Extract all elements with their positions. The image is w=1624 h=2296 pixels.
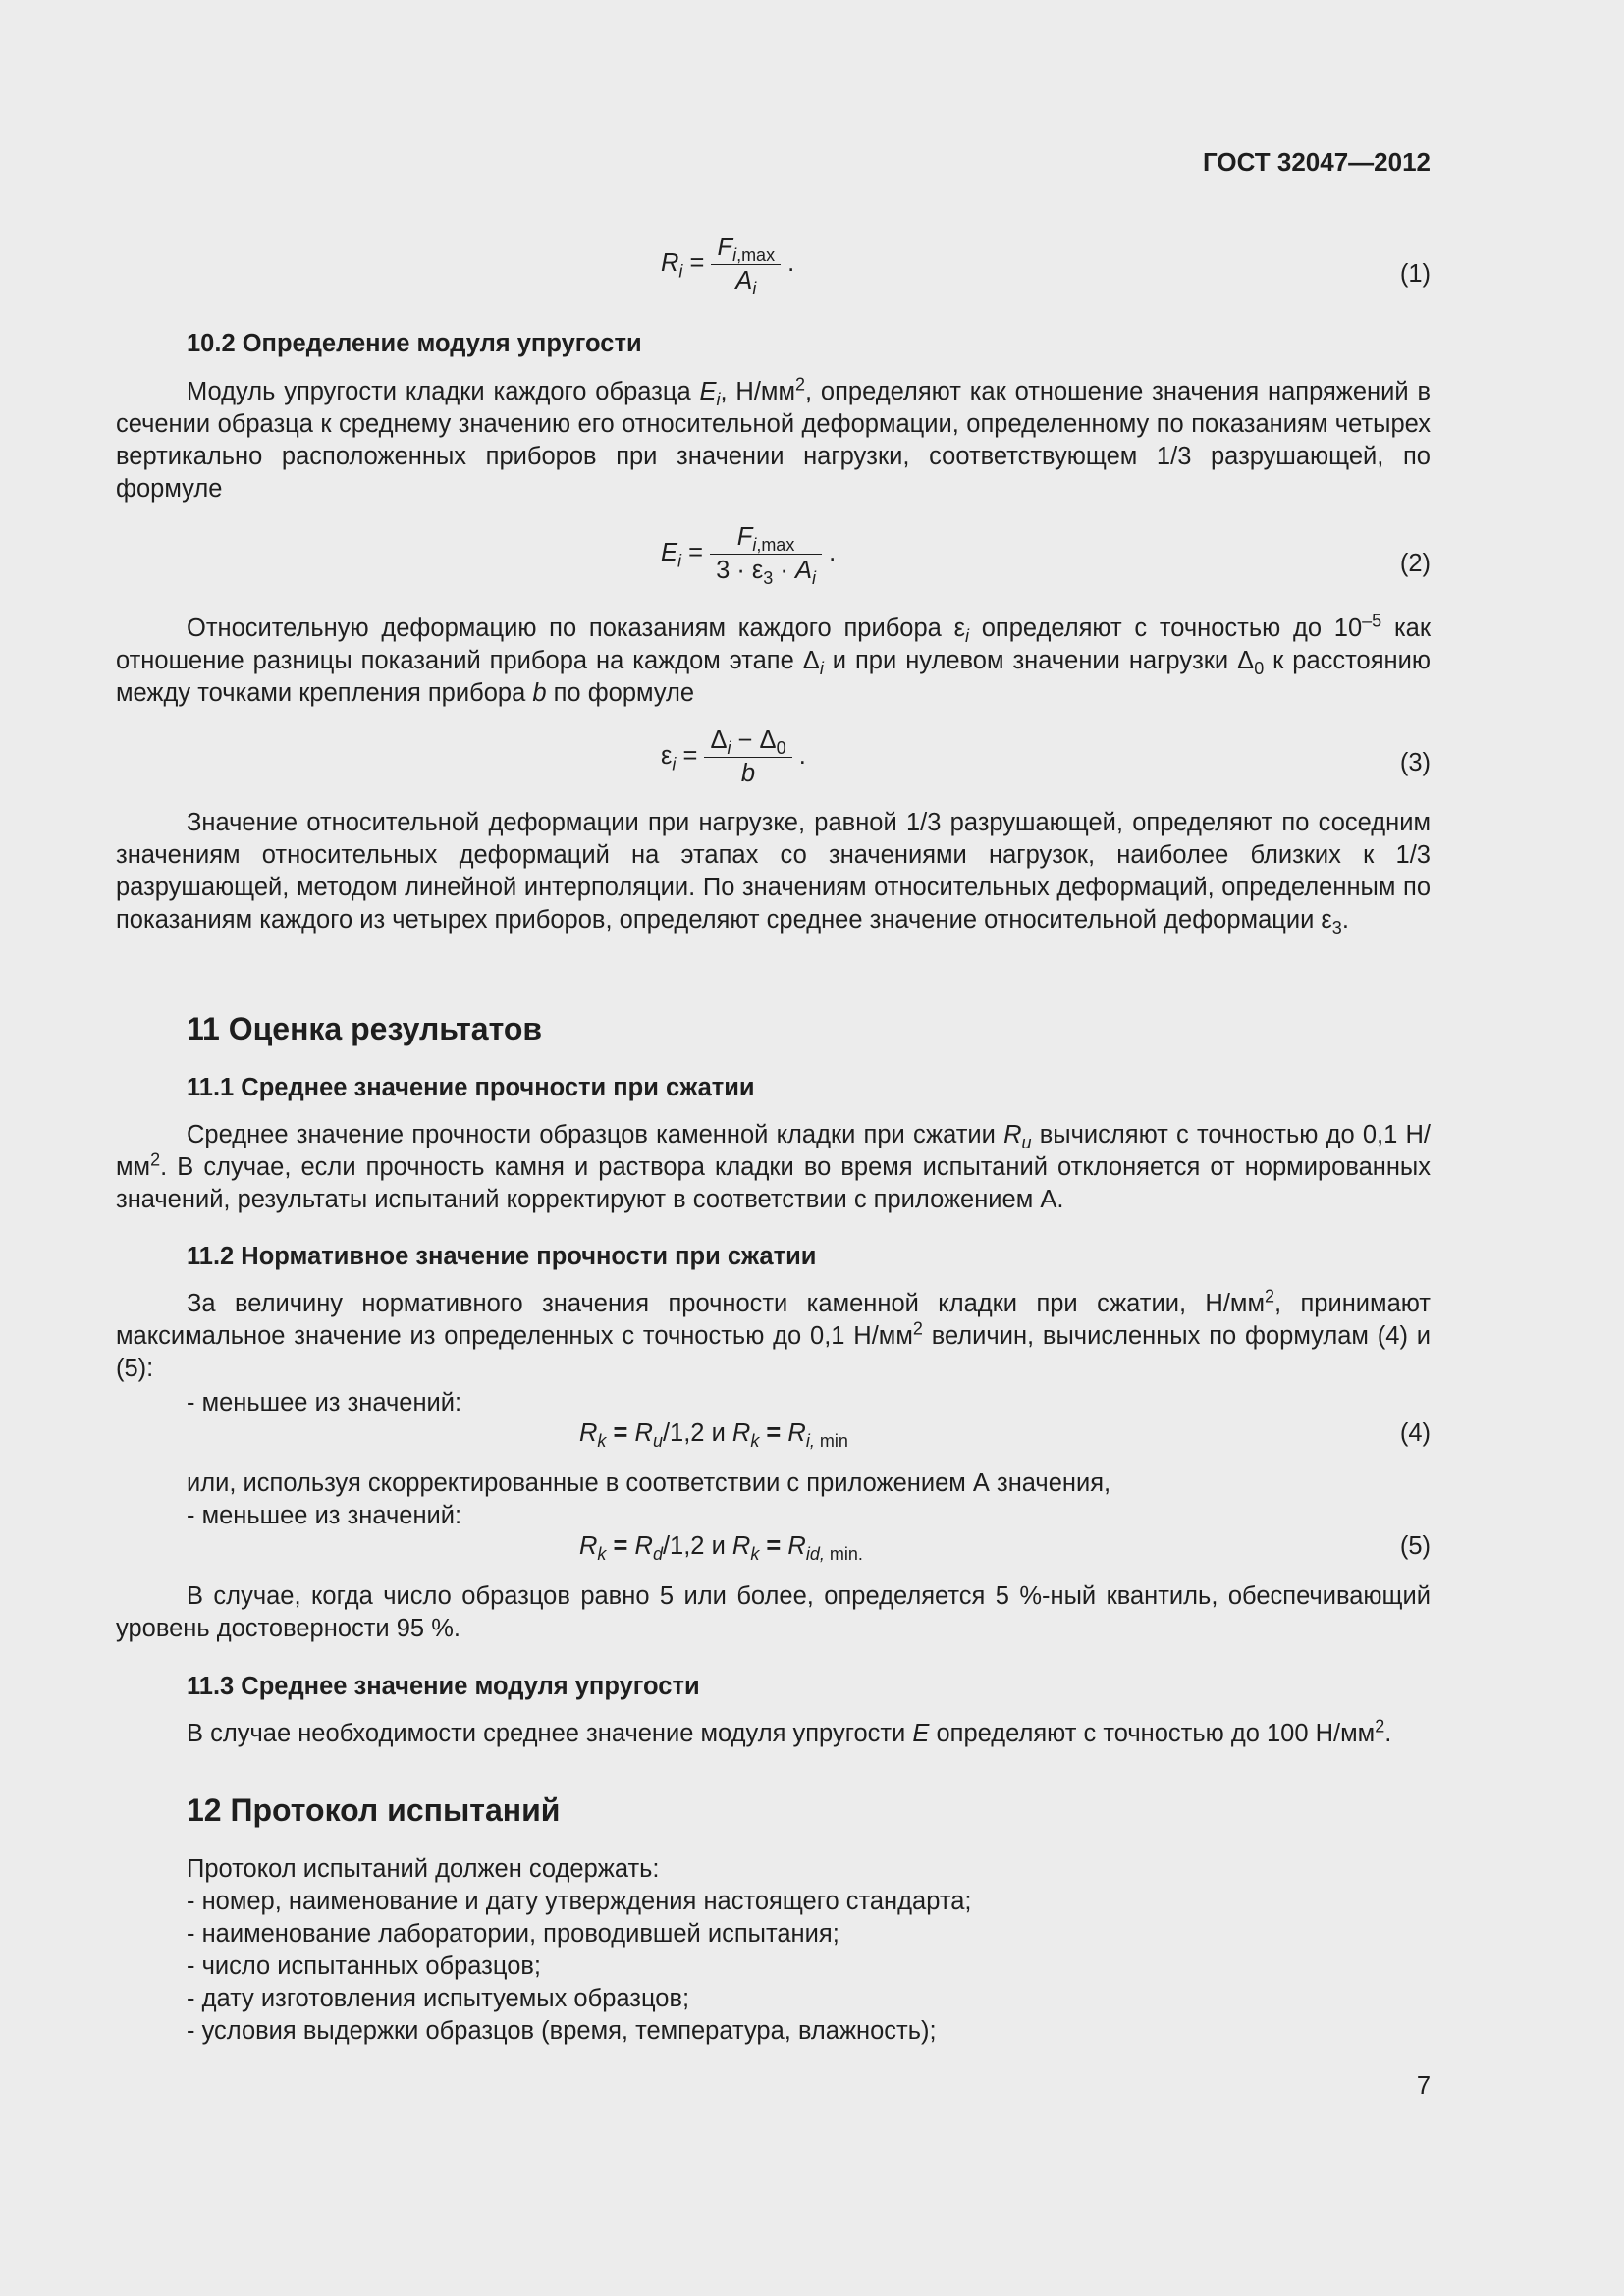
equation-1: $R_i$ = $\frac{F_{i,max}}{A_i}$ . (661, 234, 795, 299)
paragraph-quantile: В случае, когда число образцов равно 5 или более, определяется 5 %-ный квантиль, обеспечивающий уровень достоверности 95 %. (116, 1582, 1431, 1642)
equation-1-number: (1) (1399, 260, 1431, 288)
equation-2-number: (2) (1399, 550, 1431, 577)
section-11-3-heading: 11.3 Среднее значение модуля упругости (187, 1673, 700, 1700)
list-item: - условия выдержки образцов (время, температура, влажность); (187, 2017, 937, 2045)
list-item: - число испытанных образцов; (187, 1952, 542, 1980)
equation-4-number: (4) (1399, 1419, 1431, 1447)
equation-3: $\varepsilon_i$ = $\frac{\Delta_i - \Delta_0}{b}$ . (661, 726, 806, 787)
paragraph-mean-modulus: В случае необходимости среднее значение модуля упругости E определяют с точностью до 100 $Н/мм^2$. (187, 1716, 1392, 1747)
paragraph-relative-deformation: Относительную деформацию по показаниям каждого прибора $\varepsilon_i$ определяют с точностью до $10^{-5}$ как отношение разницы показаний прибора на каждом этапе $\Delta_i$ и при нулевом значении нагрузки $\Delta_0$ к расстоянию между точками крепления прибора b по формуле (116, 611, 1431, 707)
section-10-2-heading: 10.2 Определение модуля упругости (187, 330, 642, 357)
protocol-list (187, 1886, 971, 2048)
lesser-of-values-1: - меньшее из значений: (187, 1389, 462, 1416)
section-11-heading: 11 Оценка результатов (187, 1011, 543, 1046)
list-item: - дату изготовления испытуемых образцов; (187, 1985, 690, 2012)
section-11-1-heading: 11.1 Среднее значение прочности при сжатии (187, 1074, 755, 1101)
paragraph-normative-strength: За величину нормативного значения прочности каменной кладки при сжатии, $Н/мм^2$, принимают максимальное значение из определенных с точностью до 0,1 $Н/мм^2$ величин, вычисленных по формулам (4) и (5): (116, 1286, 1431, 1382)
or-using-corrected-values: или, используя скорректированные в соответствии с приложением А значения, (187, 1469, 1111, 1497)
paragraph-mean-strength: Среднее значение прочности образцов каменной кладки при сжатии $R_u$ вычисляют с точностью до 0,1 $Н/мм^2$. В случае, если прочность камня и раствора кладки во время испытаний отклоняется от нормированных значений, результаты испытаний корректируют в соответствии с приложением А. (116, 1121, 1431, 1213)
lesser-of-values-2: - меньшее из значений: (187, 1502, 462, 1529)
equation-2: $E_i$ = $\frac{F_{i,max}}{3 \cdot \varepsilon_3 \cdot A_i}$ . (661, 523, 837, 589)
equation-3-number: (3) (1399, 749, 1431, 776)
equation-4: $R_k = R_u/1,2$ и $R_k = R_{i, min}$ (579, 1419, 848, 1452)
document-code-header: ГОСТ 32047—2012 (1203, 147, 1431, 177)
list-item: - наименование лаборатории, проводившей испытания; (187, 1920, 839, 1948)
list-item: - номер, наименование и дату утверждения настоящего стандарта; (187, 1888, 972, 1915)
equation-5-number: (5) (1399, 1532, 1431, 1560)
protocol-intro: Протокол испытаний должен содержать: (187, 1855, 660, 1883)
section-12-heading: 12 Протокол испытаний (187, 1792, 561, 1828)
paragraph-modulus-definition: Модуль упругости кладки каждого образца $E_i$, $Н/мм^2$, определяют как отношение значения напряжений в сечении образца к среднему значению его относительной деформации, определенному по показаниям четырех вертикально расположенных приборов при значении нагрузки, соответствующем 1/3 разрушающей, по формуле (116, 374, 1431, 503)
page-number: 7 (1416, 2072, 1431, 2100)
paragraph-interpolation: Значение относительной деформации при нагрузке, равной 1/3 разрушающей, определяют по соседним значениям относительных деформаций на этапах со значениями нагрузок, наиболее близких к 1/3 разрушающей, методом линейной интерполяции. По значениям относительных деформаций, определенным по показаниям каждого из четырех приборов, определяют среднее значение относительной деформации $\varepsilon_3$. (116, 809, 1431, 938)
section-11-2-heading: 11.2 Нормативное значение прочности при сжатии (187, 1243, 817, 1270)
equation-5: $R_k = R_d/1,2$ и $R_k = R_{id, min.}$ (579, 1532, 863, 1565)
